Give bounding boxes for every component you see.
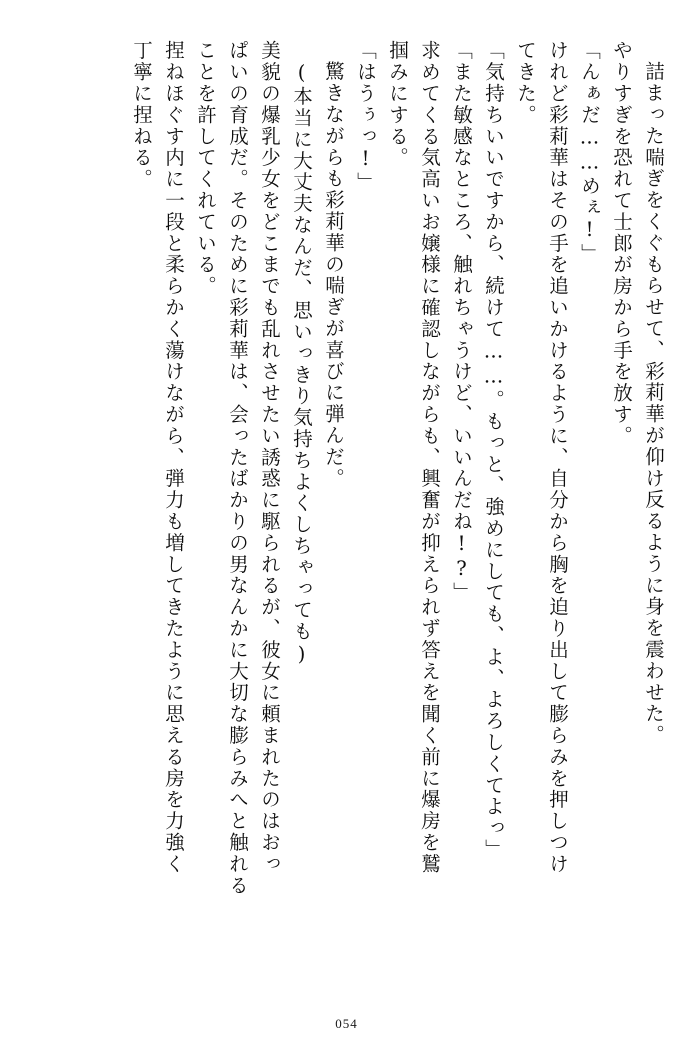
text-line: (本当に大丈夫なんだ、思いっきり気持ちよくしちゃっても) [290, 61, 313, 668]
text-line: 美貌の爆乳少女をどこまでも乱れさせたい誘惑に駆られるが、彼女に頼まれたのはおっ [258, 40, 281, 875]
text-line: 「また敏感なところ、触れちゃうけど、いいんだね!?」 [450, 40, 473, 604]
text-line: 詰まった喘ぎをくぐもらせて、彩莉華が仰け反るように身を震わせた。 [642, 61, 665, 746]
text-line: てきた。 [514, 40, 537, 126]
vertical-text-body [30, 40, 663, 990]
text-line: ぱいの育成だ。そのために彩莉華は、会ったばかりの男なんかに大切な膨らみへと触れる [226, 40, 249, 896]
text-line: けれど彩莉華はその手を追いかけるように、自分から胸を迫り出して膨らみを押しつけ [546, 40, 569, 875]
text-line: ことを許してくれている。 [194, 40, 217, 297]
text-line: 掴みにする。 [386, 40, 409, 169]
text-line: やりすぎを恐れて士郎が房から手を放す。 [610, 40, 633, 447]
text-line: 捏ねほぐす内に一段と柔らかく蕩けながら、弾力も増してきたように思える房を力強く [162, 40, 185, 875]
text-line: 「んぁだ……めぇ!」 [578, 40, 601, 265]
text-line: 求めてくる気高いお嬢様に確認しながらも、興奮が抑えられず答えを聞く前に爆房を鷲 [418, 40, 441, 875]
text-line: 「はうぅっ!」 [354, 40, 377, 194]
text-line: 「気持ちいいですから、続けて……。もっと、強めにしても、よ、よろしくてよっ」 [482, 40, 505, 861]
text-line: 驚きながらも彩莉華の喘ぎが喜びに弾んだ。 [322, 61, 345, 489]
page-number: 054 [335, 1016, 358, 1031]
text-line: 丁寧に捏ねる。 [130, 40, 153, 190]
